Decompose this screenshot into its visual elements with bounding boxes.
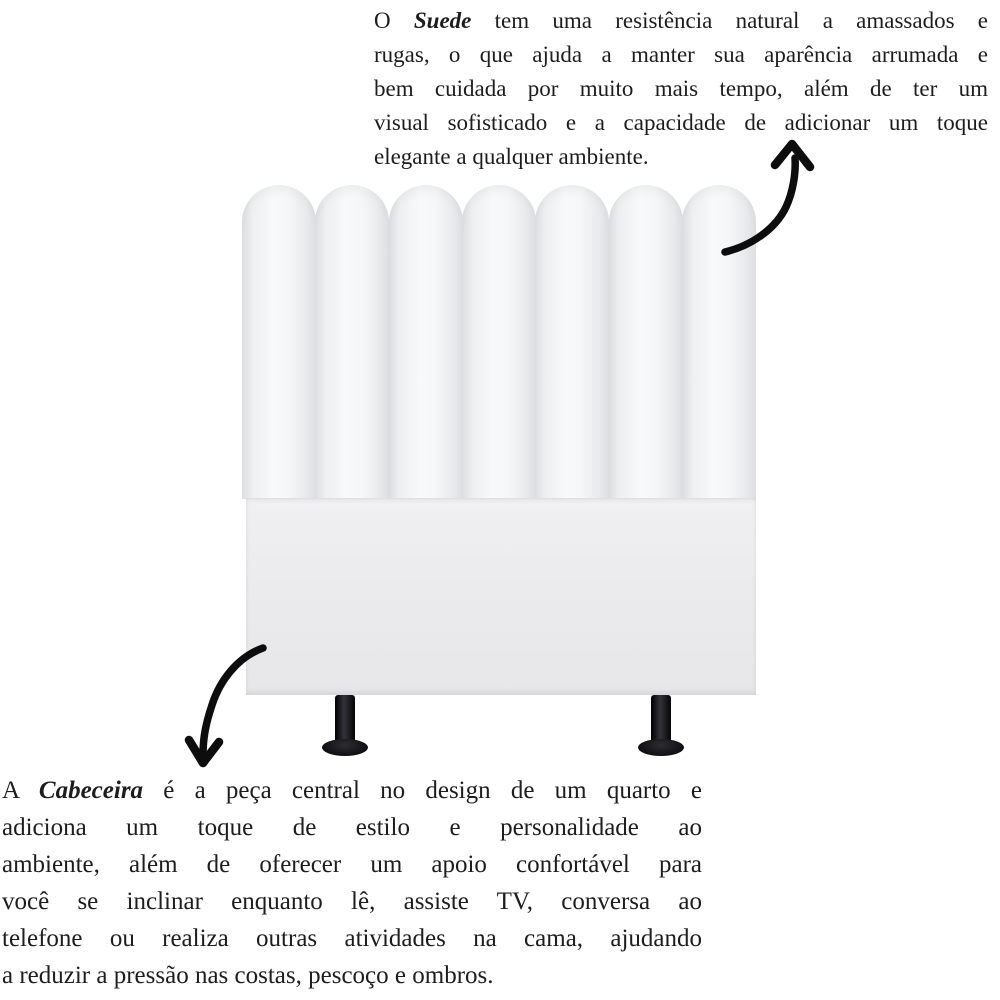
text-fragment: é a peça central no design de um quarto e [163, 777, 702, 804]
text-line: ambiente, além de oferecer um apoio confortável para [2, 851, 702, 878]
leg-shaft [335, 695, 355, 743]
headboard-panel [462, 185, 536, 499]
cabeceira-description-paragraph [2, 772, 702, 994]
arrow-shaft [725, 158, 795, 252]
text-line: elegante a qualquer ambiente. [374, 144, 649, 169]
highlight-cabeceira: Cabeceira [38, 777, 144, 804]
leg-shaft [651, 695, 671, 743]
curved-arrow-down-icon [170, 625, 280, 775]
text-line: adiciona um toque de estilo e personalidade ao [2, 814, 702, 841]
text-line: rugas, o que ajuda a manter sua aparência arrumada e [374, 42, 988, 67]
text-line [2, 772, 702, 809]
paragraph-lead: A [2, 777, 19, 804]
headboard-panel [242, 185, 316, 499]
headboard-panel [535, 185, 609, 499]
text-line: bem cuidada por muito mais tempo, além de ter um [374, 76, 988, 101]
curved-arrow-up-icon [700, 125, 830, 270]
headboard-panel [609, 185, 683, 499]
text-line: telefone ou realiza outras atividades na cama, ajudando [2, 925, 702, 952]
headboard-panel [315, 185, 389, 499]
arrow-shaft [203, 648, 263, 755]
text-line: visual sofisticado e a capacidade de adicionar um toque [374, 110, 988, 135]
text-line: a reduzir a pressão nas costas, pescoço e ombros. [2, 962, 494, 989]
headboard-panel [389, 185, 463, 499]
leg-foot [322, 739, 368, 756]
text-fragment: tem uma resistência natural a amassados e [494, 8, 989, 33]
highlight-suede: Suede [413, 8, 472, 33]
paragraph-lead: O [374, 8, 391, 33]
headboard-base [246, 498, 756, 695]
leg-foot [638, 739, 684, 756]
text-line [374, 4, 988, 38]
suede-description-paragraph [374, 4, 988, 174]
text-line: você se inclinar enquanto lê, assiste TV, conversa ao [2, 888, 702, 915]
